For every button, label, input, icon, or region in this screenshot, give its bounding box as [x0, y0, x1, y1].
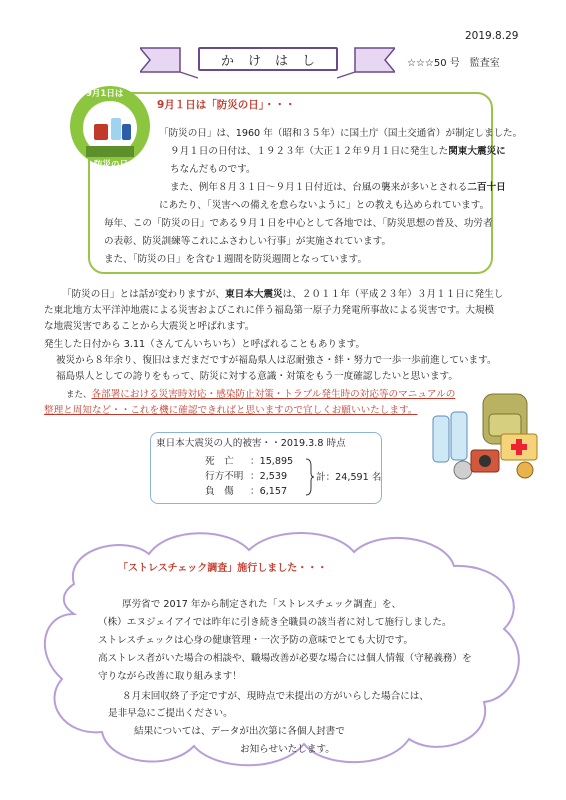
section3-line: 是非早急にご提出ください。 [108, 708, 233, 719]
section1-line: 毎年、この「防災の日」である９月１日を中心として各地では、「防災思想の普及、功労者 [104, 218, 493, 229]
section2-line: 「防災の日」とは話が変わりますが、東日本大震災は、２０１１年（平成２３年）３月１１日に発生し [62, 289, 504, 300]
stat-value: ：6,157 [250, 486, 288, 497]
section3-line: 厚労省で 2017 年から制定された「ストレスチェック調査」を、 [122, 599, 402, 610]
stat-label: 行方不明 [205, 471, 244, 482]
stat-label: 負 傷 [205, 486, 234, 497]
section3-title: 「ストレスチェック調査」施行しました・・・ [118, 563, 328, 574]
stats-total: 計：24,591 名 [316, 472, 382, 483]
section1-line: にあたり、「災害への備えを怠らないように」との教えも込められています。 [159, 200, 490, 211]
stat-value: ：15,895 [250, 456, 294, 467]
section3-line: （株）エヌジェイアイでは昨年に引き続き全職員の該当者に対して施行しました。 [98, 617, 452, 628]
section1-title: 9月１日は「防災の日」・・・ [157, 99, 296, 111]
section3-line: お知らせいたします。 [240, 744, 335, 755]
document-date: 2019.8.29 [465, 30, 519, 42]
section1-line: また、「防災の日」を含む１週間を防災週間となっています。 [104, 254, 368, 265]
section2-line: な地震災害であることから大震災と呼ばれます。 [44, 321, 255, 332]
section2-line: 福島県人としての誇りをもって、防災に対する意識・対策をもう一度確認したいと思います。 [56, 371, 458, 382]
section3-line: ストレスチェックは心身の健康管理・一次予防の意味でとても大切です。 [98, 635, 414, 646]
section2-note: 整理と周知など・・これを機に確認できればと思いますので宜しくお願いいたします。 [44, 405, 418, 416]
section3-line: 結果については、データが出次第に各個人封書で [134, 726, 345, 737]
section2-line: 被災から８年余り、復旧はまだまだですが福島県人は忍耐強さ・絆・努力で一歩一歩前進しています。 [56, 355, 497, 366]
section3-line: 高ストレス者がいた場合の相談や、職場改善が必要な場合には個人情報（守秘義務）を [98, 653, 472, 664]
section2-line: 発生した日付から 3.11（さんてんいちいち）と呼ばれることもあります。 [44, 339, 366, 350]
section2-note: また、各部署における災害時対応・感染防止対策・トラブル発生時の対応等のマニュアルの [66, 389, 456, 400]
helmet-icon [94, 124, 108, 140]
badge-bottom-label: 防災の日 [94, 160, 129, 170]
section1-line: 「防災の日」は、1960 年（昭和３５年）に国土庁（国土交通省）が制定しました。 [159, 128, 523, 139]
section1-line: ちなんだものです。 [170, 164, 256, 175]
stats-heading: 東日本大震災の人的被害・・2019.3.8 時点 [156, 438, 346, 449]
emergency-kit-illustration [425, 388, 543, 484]
section1-line: の表彰、防災訓練等これにふさわしい行事」が実施されています。 [104, 236, 392, 247]
section2-line: た東北地方太平洋沖地震による災害およびこれに伴う福島第一原子力発電所事故による災害です。大規模 [44, 305, 495, 316]
section3-line: ８月末回収終了予定ですが、現時点で未提出の方がいらした場合には、 [122, 691, 429, 702]
stat-value: ：2,539 [250, 471, 288, 482]
section1-line: ９月１日の日付は、１９２３年（大正１２年９月１日に発生した関東大震災に [170, 146, 506, 157]
water-bottle-icon [433, 416, 449, 462]
issue-number: ☆☆☆50 号 監査室 [407, 58, 500, 69]
section3-line: 守りながら改善に取り組みます！ [98, 671, 242, 682]
newsletter-title: かけはし [198, 47, 338, 71]
section1-line: また、例年８月３１日～９月１日付近は、台風の襲来が多いとされる二百十日 [170, 182, 506, 193]
total-brace [305, 458, 315, 496]
badge-top-label: 9月1日は [86, 89, 124, 99]
stat-label: 死 亡 [205, 456, 234, 467]
